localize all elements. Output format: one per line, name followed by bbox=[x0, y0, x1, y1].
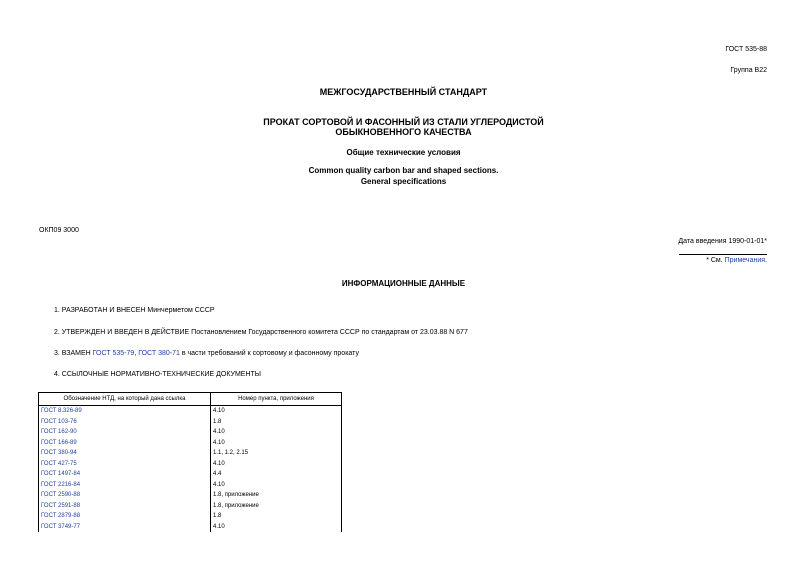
info-item-2: 2. УТВЕРЖДЕН И ВВЕДЕН В ДЕЙСТВИЕ Постановлением Государственного комитета СССР по стандартам от 23.03.88 N 677 bbox=[54, 329, 468, 336]
table-row bbox=[39, 511, 342, 522]
english-title-line2: General specifications bbox=[360, 177, 447, 186]
gost-reference-link[interactable]: ГОСТ 2216-84 bbox=[41, 481, 81, 488]
table-row bbox=[39, 448, 342, 459]
interstate-standard-heading: МЕЖГОСУДАРСТВЕННЫЙ СТАНДАРТ bbox=[319, 87, 488, 97]
introduction-date: Дата введения 1990-01-01* bbox=[678, 238, 767, 245]
table-cell-document bbox=[39, 406, 211, 417]
table-cell-document bbox=[39, 522, 211, 533]
table-cell-item: 4.4 bbox=[211, 469, 342, 480]
gost-reference-link[interactable]: ГОСТ 427-75 bbox=[41, 460, 77, 467]
footnote-prefix: * См. bbox=[706, 257, 725, 264]
table-row bbox=[39, 417, 342, 428]
gost-reference-link[interactable]: ГОСТ 166-89 bbox=[41, 439, 77, 446]
info-item-3-separator: , bbox=[134, 350, 139, 357]
info-data-heading: ИНФОРМАЦИОННЫЕ ДАННЫЕ bbox=[341, 279, 466, 288]
table-cell-item: 4.10 bbox=[211, 438, 342, 449]
info-item-1: 1. РАЗРАБОТАН И ВНЕСЕН Минчерметом СССР bbox=[54, 307, 215, 314]
table-cell-document bbox=[39, 480, 211, 491]
document-title-line2: ОБЫКНОВЕННОГО КАЧЕСТВА bbox=[335, 127, 472, 137]
table-cell-item: 4.10 bbox=[211, 459, 342, 470]
table-cell-document bbox=[39, 490, 211, 501]
notes-link[interactable]: Примечания bbox=[724, 257, 766, 264]
table-row bbox=[39, 427, 342, 438]
table-cell-document bbox=[39, 511, 211, 522]
table-cell-item: 1.1, 1.2, 2.15 bbox=[211, 448, 342, 459]
table-cell-document bbox=[39, 417, 211, 428]
column-header-document: Обозначение НТД, на который дана ссылка bbox=[39, 393, 211, 406]
table-row bbox=[39, 406, 342, 417]
table-row bbox=[39, 490, 342, 501]
table-body bbox=[39, 406, 342, 533]
table-cell-document bbox=[39, 448, 211, 459]
table-cell-item: 1.8, приложение bbox=[211, 490, 342, 501]
gost-reference-link[interactable]: ГОСТ 8.326-89 bbox=[41, 408, 82, 415]
reference-documents-table bbox=[38, 392, 342, 532]
gost-reference-link[interactable]: ГОСТ 380-94 bbox=[41, 450, 77, 457]
column-header-item: Номер пункта, приложения bbox=[211, 393, 342, 406]
okp-code: ОКП09 3000 bbox=[39, 227, 79, 234]
table-cell-item: 1.8 bbox=[211, 511, 342, 522]
table-cell-document bbox=[39, 427, 211, 438]
gost-reference-link[interactable]: ГОСТ 103-76 bbox=[41, 418, 77, 425]
table-row bbox=[39, 522, 342, 533]
gost-380-71-link[interactable]: ГОСТ 380-71 bbox=[138, 350, 180, 357]
table-cell-item: 4.10 bbox=[211, 427, 342, 438]
document-code: ГОСТ 535-88 bbox=[725, 46, 767, 53]
info-item-3-suffix: в части требований к сортовому и фасонному прокату bbox=[179, 350, 359, 357]
table-cell-document bbox=[39, 438, 211, 449]
table-row bbox=[39, 501, 342, 512]
info-item-4: 4. ССЫЛОЧНЫЕ НОРМАТИВНО-ТЕХНИЧЕСКИЕ ДОКУМЕНТЫ bbox=[54, 371, 261, 378]
gost-reference-link[interactable]: ГОСТ 2591-88 bbox=[41, 502, 81, 509]
table-header-row bbox=[39, 393, 342, 406]
gost-reference-link[interactable]: ГОСТ 3749-77 bbox=[41, 523, 81, 530]
document-group: Группа В22 bbox=[730, 67, 767, 74]
footnote bbox=[706, 257, 767, 264]
info-item-3 bbox=[54, 350, 359, 357]
gost-535-79-link[interactable]: ГОСТ 535-79 bbox=[92, 350, 135, 357]
table-cell-item: 4.10 bbox=[211, 522, 342, 533]
gost-reference-link[interactable]: ГОСТ 1497-84 bbox=[41, 471, 81, 478]
document-subtitle: Общие технические условия bbox=[346, 148, 461, 157]
table-cell-item: 4.10 bbox=[211, 480, 342, 491]
footnote-suffix: . bbox=[765, 257, 767, 264]
table-cell-item: 4.10 bbox=[211, 406, 342, 417]
table-row bbox=[39, 459, 342, 470]
gost-reference-link[interactable]: ГОСТ 2590-88 bbox=[41, 492, 81, 499]
table-cell-document bbox=[39, 501, 211, 512]
english-title-line1: Common quality carbon bar and shaped sections. bbox=[308, 166, 499, 175]
gost-reference-link[interactable]: ГОСТ 162-90 bbox=[41, 429, 77, 436]
table-row bbox=[39, 438, 342, 449]
info-item-3-prefix: 3. ВЗАМЕН bbox=[54, 350, 93, 357]
table-cell-item: 1.8 bbox=[211, 417, 342, 428]
table-cell-document bbox=[39, 469, 211, 480]
table-row bbox=[39, 469, 342, 480]
table-cell-document bbox=[39, 459, 211, 470]
gost-reference-link[interactable]: ГОСТ 2879-88 bbox=[41, 513, 81, 520]
table-cell-item: 1.8, приложение bbox=[211, 501, 342, 512]
document-title-line1: ПРОКАТ СОРТОВОЙ И ФАСОННЫЙ ИЗ СТАЛИ УГЛЕРОДИСТОЙ bbox=[263, 117, 544, 127]
footnote-rule bbox=[679, 254, 767, 255]
table-row bbox=[39, 480, 342, 491]
